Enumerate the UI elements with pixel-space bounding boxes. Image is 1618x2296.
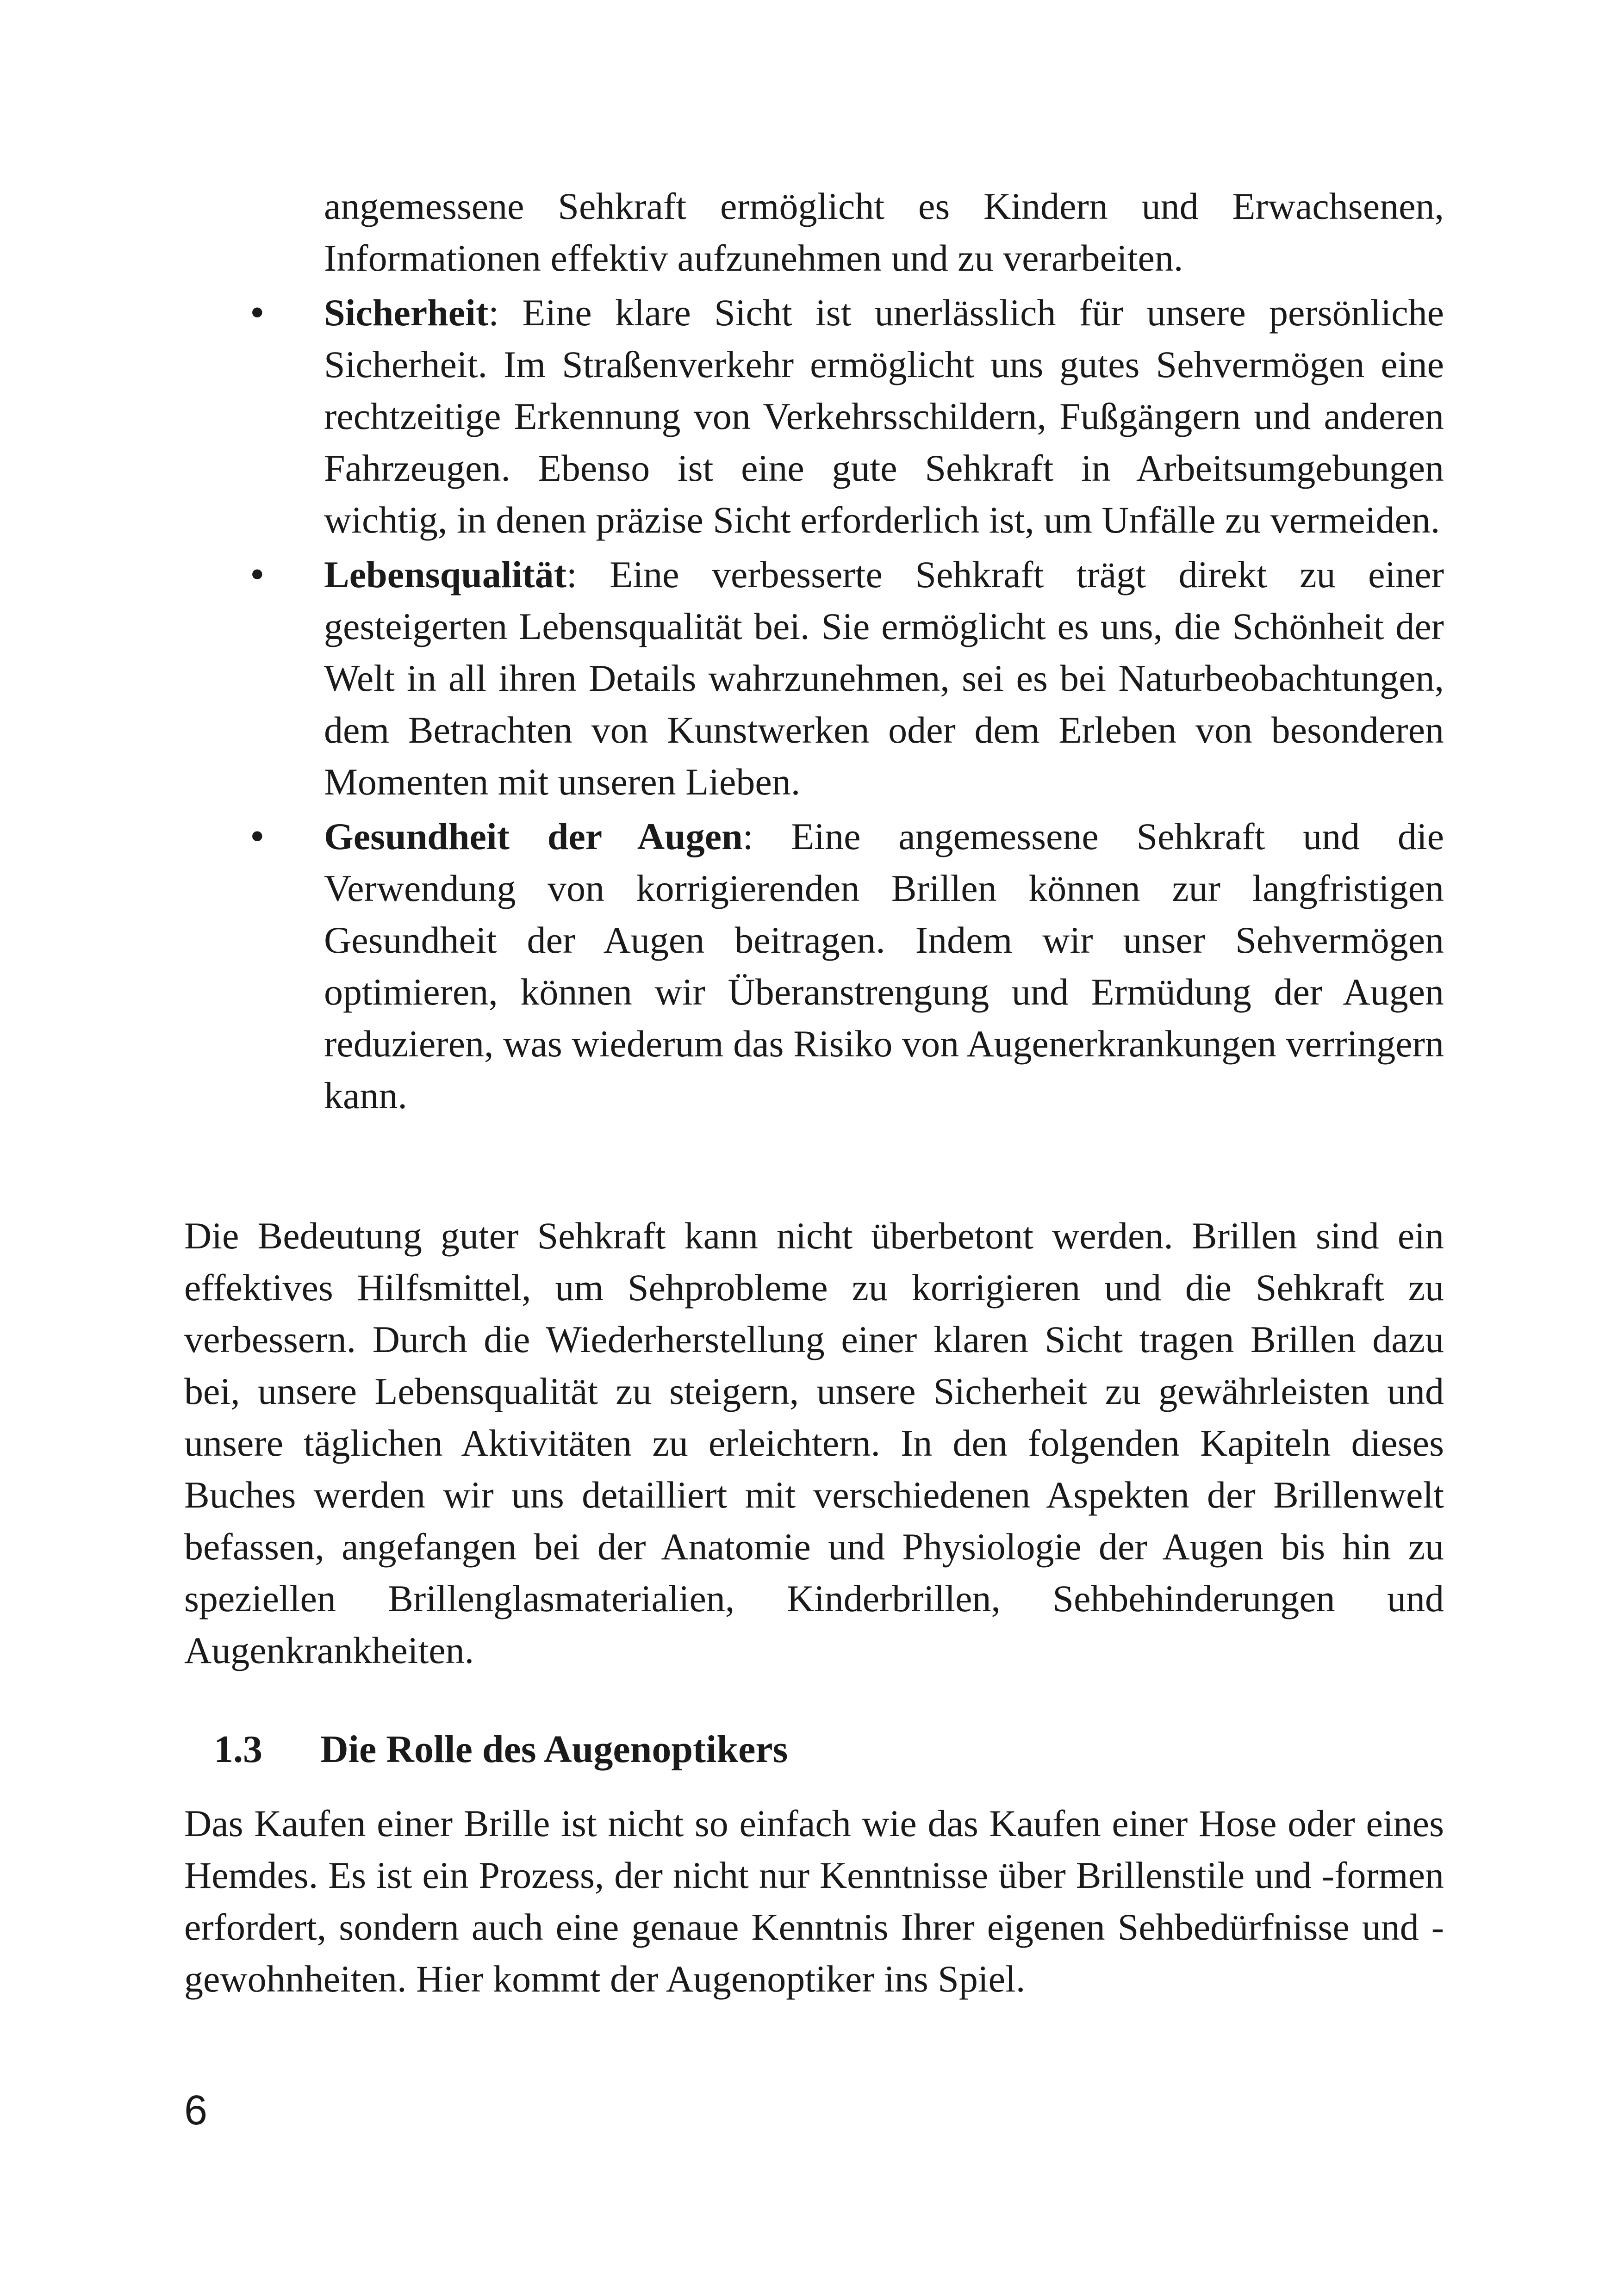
section-title: Die Rolle des Augenoptikers [320,1728,788,1771]
list-item-text: : Eine klare Sicht ist unerlässlich für unsere persönliche Sicherheit. Im Straßenverkehr ermöglicht uns gutes Sehvermögen eine rechtzeitige Erkennung von Verkehrsschildern, Fußgängern und anderen Fahrzeugen. Ebenso ist eine gute Sehkraft in Arbeitsumgebungen wichtig, in denen präzise Sicht erforderlich ist, um Unfälle zu vermeiden. [324,292,1444,541]
list-item [250,549,1444,808]
list-continuation-text: angemessene Sehkraft ermöglicht es Kindern und Erwachsenen, Informationen effektiv aufzunehmen und zu verarbeiten. [324,185,1444,279]
section-number: 1.3 [214,1728,262,1771]
bullet-icon: • [250,813,265,859]
bullet-list [250,180,1444,1124]
list-item-text: : Eine verbesserte Sehkraft trägt direkt zu einer gesteigerten Lebensqualität bei. Sie ermöglicht es uns, die Schönheit der Welt in all ihren Details wahrzunehmen, sei es bei Naturbeobachtungen, dem Betrachten von Kunstwerken oder dem Erleben von besonderen Momenten mit unseren Lieben. [324,553,1444,803]
page-number: 6 [184,2087,208,2134]
list-item [250,811,1444,1122]
section-heading [214,1724,788,1775]
bullet-icon: • [250,290,265,335]
list-item-term: Gesundheit der Augen [324,815,743,857]
body-paragraph: Das Kaufen einer Brille ist nicht so einfach wie das Kaufen einer Hose oder eines Hemdes. Es ist ein Prozess, der nicht nur Kenntnisse über Brillenstile und -formen erfordert, sondern auch eine genaue Kenntnis Ihrer eigenen Sehbedürfnisse und -gewohnheiten. Hier kommt der Augenoptiker ins Spiel. [184,1802,1444,2000]
bullet-icon: • [250,552,265,597]
list-item-term: Sicherheit [324,292,489,334]
body-paragraph: Die Bedeutung guter Sehkraft kann nicht überbetont werden. Brillen sind ein effektives Hilfsmittel, um Sehprobleme zu korrigieren und die Sehkraft zu verbessern. Durch die Wiederherstellung einer klaren Sicht tragen Brillen dazu bei, unsere Lebensqualität zu steigern, unsere Sicherheit zu gewährleisten und unsere täglichen Aktivitäten zu erleichtern. In den folgenden Kapiteln dieses Buches werden wir uns detailliert mit verschiedenen Aspekten der Brillenwelt befassen, angefangen bei der Anatomie und Physiologie der Augen bis hin zu speziellen Brillenglasmaterialien, Kinderbrillen, Sehbehinderungen und Augenkrankheiten. [184,1215,1444,1671]
list-item-term: Lebensqualität [324,553,566,596]
list-item-text: : Eine angemessene Sehkraft und die Verwendung von korrigierenden Brillen können zur langfristigen Gesundheit der Augen beitragen. Indem wir unser Sehvermögen optimieren, können wir Überanstrengung und Ermüdung der Augen reduzieren, was wiederum das Risiko von Augenerkrankungen verringern kann. [324,815,1444,1117]
list-item [250,287,1444,546]
